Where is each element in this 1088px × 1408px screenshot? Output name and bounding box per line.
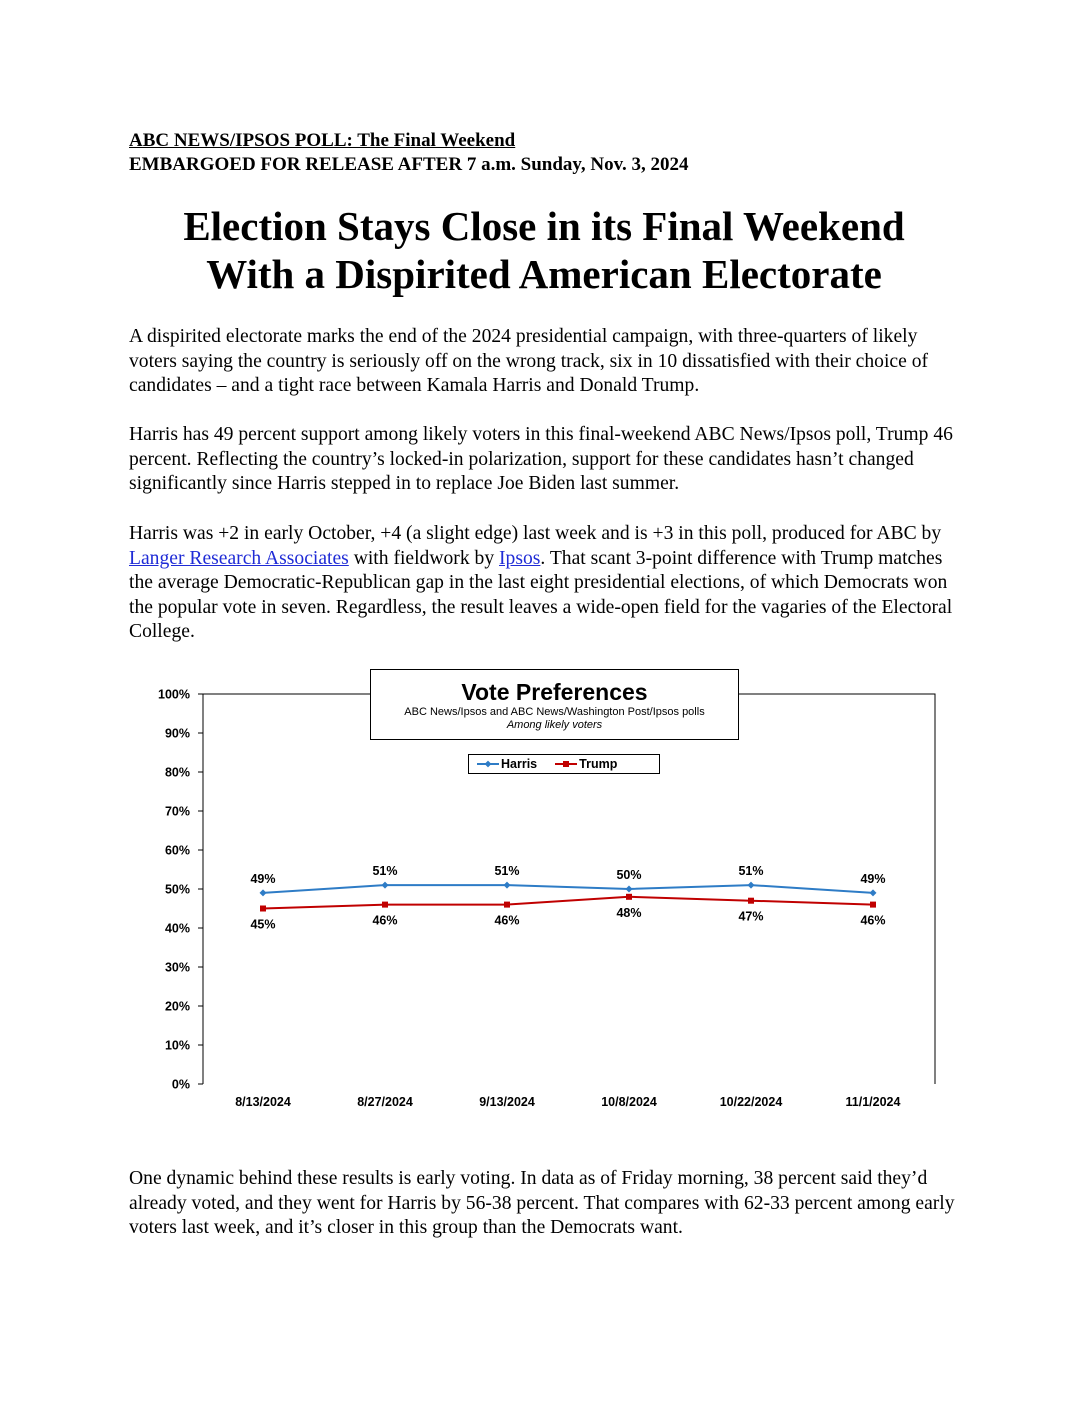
paragraph-support: Harris has 49 percent support among likely voters in this final-weekend ABC News/Ipsos poll, Trump 46 percent. Reflecting the country’s locked-in polarization, support for these candidates hasn’t changed significantly since Harris stepped in to replace Joe Biden last summer.	[129, 424, 953, 494]
data-label: 51%	[372, 864, 398, 879]
y-tick-label: 100%	[158, 687, 190, 702]
data-label: 46%	[372, 913, 398, 928]
data-label: 46%	[860, 913, 886, 928]
data-label: 50%	[616, 868, 642, 882]
series-line-harris	[263, 885, 873, 893]
legend-swatch-harris	[477, 763, 499, 765]
ipsos-link[interactable]: Ipsos	[499, 547, 541, 569]
y-tick-label: 80%	[164, 765, 190, 780]
y-tick-label: 30%	[164, 960, 190, 975]
headline-line-1: Election Stays Close in its Final Weekend	[183, 203, 905, 249]
legend-label-trump: Trump	[579, 757, 618, 771]
data-point	[504, 902, 510, 908]
chart-subtitle: ABC News/Ipsos and ABC News/Washington Post/Ipsos polls	[404, 706, 705, 718]
legend-swatch-trump	[555, 763, 577, 765]
paragraph-intro: A dispirited electorate marks the end of the 2024 presidential campaign, with three-quarters of likely voters saying the country is seriously off on the wrong track, six in 10 dissatisfied with their choice of candidates – and a tight race between Kamala Harris and Donald Trump.	[129, 326, 929, 396]
data-point	[626, 886, 633, 893]
headline	[80, 202, 1008, 298]
langer-research-link[interactable]: Langer Research Associates	[129, 547, 349, 569]
data-point	[870, 902, 876, 908]
chart-title-box	[370, 669, 739, 740]
x-tick-label: 11/1/2024	[845, 1095, 901, 1109]
series-line-trump	[263, 897, 873, 909]
y-tick-label: 90%	[164, 726, 190, 741]
legend-item-trump	[555, 757, 617, 771]
y-tick-label: 50%	[164, 882, 190, 897]
chart-note: Among likely voters	[506, 719, 603, 731]
x-tick-label: 9/13/2024	[479, 1095, 535, 1109]
x-tick-label: 8/13/2024	[235, 1095, 291, 1109]
paragraph-trend-text-3: . That scant 3-point difference with Trump matches the average Democratic-Republican gap in the last eight presidential elections, of which Democrats won the popular vote in seven. Regardless, the result leaves a wide-open field for the vagaries of the Electoral College.	[129, 547, 953, 642]
data-point	[870, 889, 877, 896]
paragraph-trend-text-1: Harris was +2 in early October, +4 (a slight edge) last week and is +3 in this poll, produced for ABC by	[129, 523, 942, 544]
data-point	[748, 898, 754, 904]
x-tick-label: 8/27/2024	[357, 1095, 413, 1109]
data-label: 47%	[738, 909, 764, 924]
data-label: 51%	[738, 864, 764, 879]
embargo-notice: EMBARGOED FOR RELEASE AFTER 7 a.m. Sunday, Nov. 3, 2024	[129, 154, 689, 175]
x-tick-label: 10/8/2024	[601, 1095, 657, 1109]
data-point	[382, 902, 388, 908]
legend-label-harris: Harris	[501, 757, 538, 771]
chart-title: Vote Preferences	[461, 679, 648, 705]
legend-item-harris	[477, 757, 537, 771]
data-label: 51%	[494, 864, 520, 879]
chart-legend	[468, 754, 660, 774]
y-tick-label: 70%	[164, 804, 190, 819]
paragraph-trend-text-2: with fieldwork by	[348, 547, 500, 569]
data-point	[626, 894, 632, 900]
x-tick-label: 10/22/2024	[719, 1095, 783, 1109]
data-point	[260, 889, 267, 896]
release-header	[129, 129, 989, 177]
data-label: 46%	[494, 913, 520, 928]
data-point	[260, 906, 266, 912]
y-tick-label: 60%	[164, 843, 190, 858]
y-tick-label: 10%	[164, 1038, 190, 1053]
data-label: 49%	[860, 871, 886, 886]
data-label: 48%	[616, 905, 642, 920]
y-tick-label: 20%	[164, 999, 190, 1014]
paragraph-early-voting: One dynamic behind these results is early voting. In data as of Friday morning, 38 percent said they’d already voted, and they went for Harris by 56-38 percent. That compares with 62-33 percent among early voters last week, and it’s closer in this group than the Democrats want.	[129, 1168, 955, 1238]
data-label: 49%	[250, 871, 276, 886]
data-point	[382, 882, 389, 889]
data-point	[504, 882, 511, 889]
paragraph-trend	[129, 522, 969, 645]
data-point	[748, 882, 755, 889]
data-label: 45%	[250, 917, 276, 932]
vote-preferences-chart	[135, 665, 965, 1125]
poll-title: ABC NEWS/IPSOS POLL: The Final Weekend	[129, 130, 516, 151]
y-tick-label: 0%	[171, 1077, 190, 1092]
y-tick-label: 40%	[164, 921, 190, 936]
headline-line-2: With a Dispirited American Electorate	[206, 251, 882, 297]
